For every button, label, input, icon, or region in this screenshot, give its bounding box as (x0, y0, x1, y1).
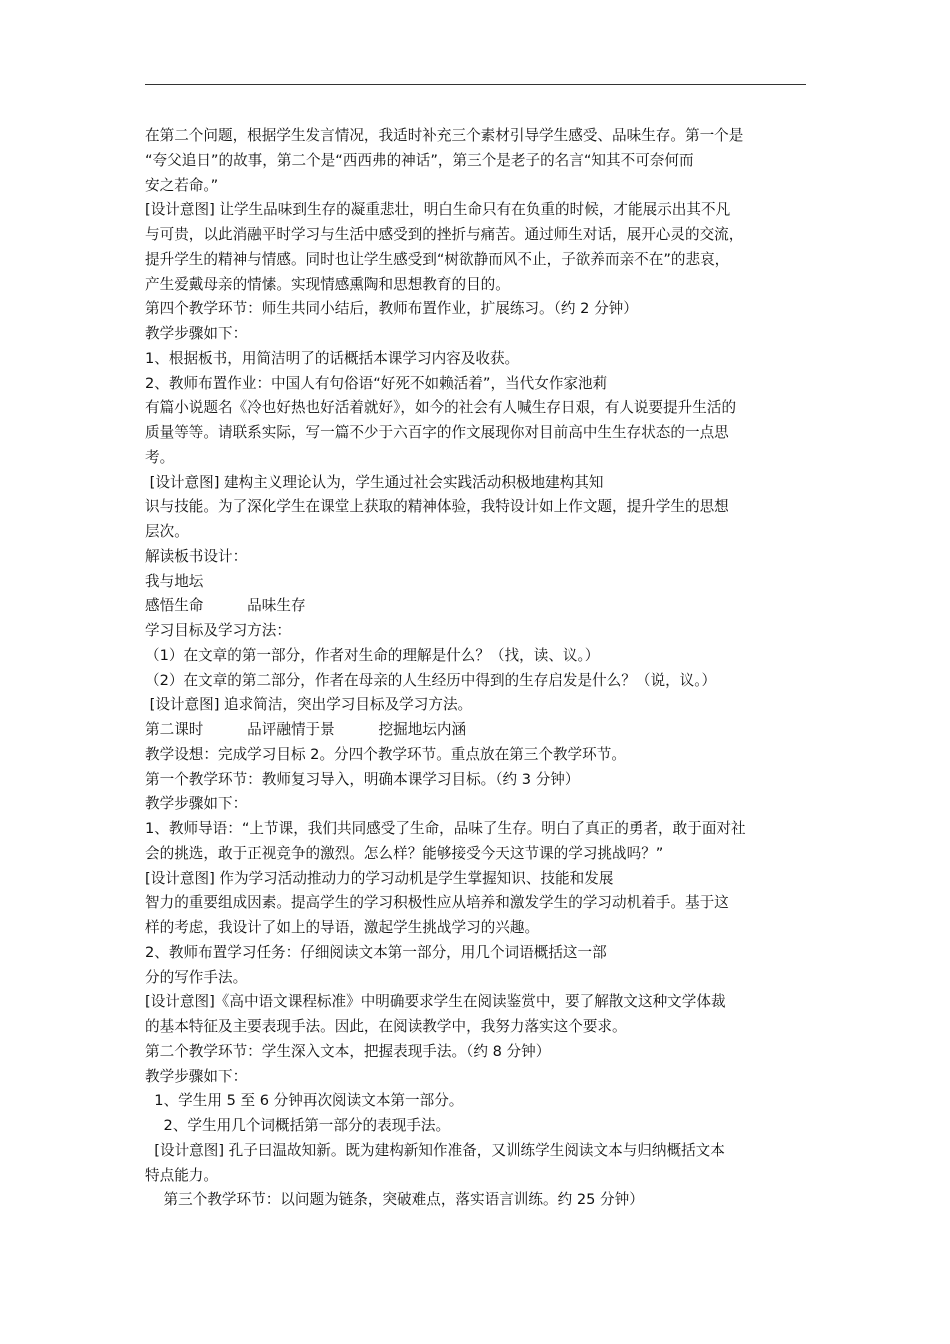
text-line: 分的写作手法。 (145, 968, 248, 986)
text-line: 智力的重要组成因素。提高学生的学习积极性应从培养和激发学生的学习动机着手。基于这 (145, 894, 729, 912)
text-line: 第二课时 品评融情于景 挖掘地坛内涵 (145, 721, 467, 738)
text-line: 层次。 (145, 523, 189, 540)
text-line: 安之若命。” (145, 176, 219, 194)
text-line: 1、根据板书，用简洁明了的话概括本课学习内容及收获。 (145, 349, 520, 367)
text-line: 识与技能。为了深化学生在课堂上获取的精神体验，我特设计如上作文题，提升学生的思想 (145, 498, 729, 516)
text-line: 2、教师布置学习任务：仔细阅读文本第一部分，用几个词语概括这一部 (145, 943, 607, 961)
text-line: [设计意图] 追求简洁，突出学习目标及学习方法。 (145, 696, 473, 714)
text-line: 2、学生用几个词概括第一部分的表现手法。 (145, 1117, 451, 1134)
text-line: 教学步骤如下： (145, 1067, 248, 1085)
text-line: 第三个教学环节：以问题为链条，突破难点，落实语言训练。约 25 分钟） (145, 1191, 644, 1209)
text-line: 的基本特征及主要表现手法。因此，在阅读教学中，我努力落实这个要求。 (145, 1018, 627, 1035)
text-line: “夸父追日”的故事，第二个是“西西弗的神话”，第三个是老子的名言“知其不可奈何而 (145, 151, 694, 169)
text-line: 考。 (145, 448, 175, 466)
text-line: 2、教师布置作业：中国人有句俗语“好死不如赖活着”，当代女作家池莉 (145, 374, 608, 392)
text-line: 质量等等。请联系实际，写一篇不少于六百字的作文展现你对目前高中生生存状态的一点思 (145, 424, 729, 441)
text-line: 特点能力。 (145, 1166, 218, 1184)
text-line: 学习目标及学习方法： (145, 622, 291, 639)
text-line: 有篇小说题名《冷也好热也好活着就好》，如今的社会有人喊生存日艰，有人说要提升生活的 (145, 399, 737, 417)
text-line: [设计意图] 建构主义理论认为，学生通过社会实践活动积极地建构其知 (145, 473, 604, 491)
text-line: 在第二个问题，根据学生发言情况，我适时补充三个素材引导学生感受、品味生存。第一个是 (145, 127, 744, 144)
text-line: 教学步骤如下： (145, 795, 248, 813)
text-line: 感悟生命 品味生存 (145, 597, 306, 615)
text-line: 会的挑选，敢于正视竞争的激烈。怎么样？能够接受今天这节课的学习挑战吗？” (145, 844, 664, 862)
document-body (145, 124, 820, 1213)
text-line: [设计意图] 孔子曰温故知新。既为建构新知作准备，又训练学生阅读文本与归纳概括文本 (145, 1141, 725, 1159)
text-line: 与可贵，以此消融平时学习与生活中感受到的挫折与痛苦。通过师生对话，展开心灵的交流， (145, 226, 744, 243)
text-line: 教学步骤如下： (145, 325, 248, 342)
text-line: 第一个教学环节：教师复习导入，明确本课学习目标。（约 3 分钟） (145, 770, 580, 788)
text-line: 教学设想：完成学习目标 2。分四个教学环节。重点放在第三个教学环节。 (145, 745, 626, 763)
text-line: 第四个教学环节：师生共同小结后，教师布置作业，扩展练习。（约 2 分钟） (145, 300, 638, 318)
text-line: （1）在文章的第一部分，作者对生命的理解是什么？（找，读、议。） (145, 646, 600, 664)
text-line: [设计意图] 让学生品味到生存的凝重悲壮，明白生命只有在负重的时候，才能展示出其不凡 (145, 201, 731, 219)
text-line: [设计意图] 作为学习活动推动力的学习动机是学生掌握知识、技能和发展 (145, 869, 614, 887)
text-line: 提升学生的精神与情感。同时也让学生感受到“树欲静而风不止，子欲养而亲不在”的悲哀， (145, 250, 730, 268)
text-line: 解读板书设计： (145, 547, 248, 565)
text-line: 样的考虑，我设计了如上的导语，激起学生挑战学习的兴趣。 (145, 919, 540, 936)
header-rule (145, 84, 806, 85)
text-line: 1、学生用 5 至 6 分钟再次阅读文本第一部分。 (145, 1092, 464, 1110)
text-line: 我与地坛 (145, 572, 204, 590)
text-line: 第二个教学环节：学生深入文本，把握表现手法。（约 8 分钟） (145, 1042, 551, 1060)
text-line: （2）在文章的第二部分，作者在母亲的人生经历中得到的生存启发是什么？（说，议。） (145, 671, 717, 689)
text-line: 1、教师导语：“上节课，我们共同感受了生命，品味了生存。明白了真正的勇者，敢于面对社 (145, 820, 746, 837)
text-line: [设计意图]《高中语文课程标准》中明确要求学生在阅读鉴赏中，要了解散文这种文学体裁 (145, 993, 726, 1011)
text-line: 产生爱戴母亲的情愫。实现情感熏陶和思想教育的目的。 (145, 275, 510, 293)
